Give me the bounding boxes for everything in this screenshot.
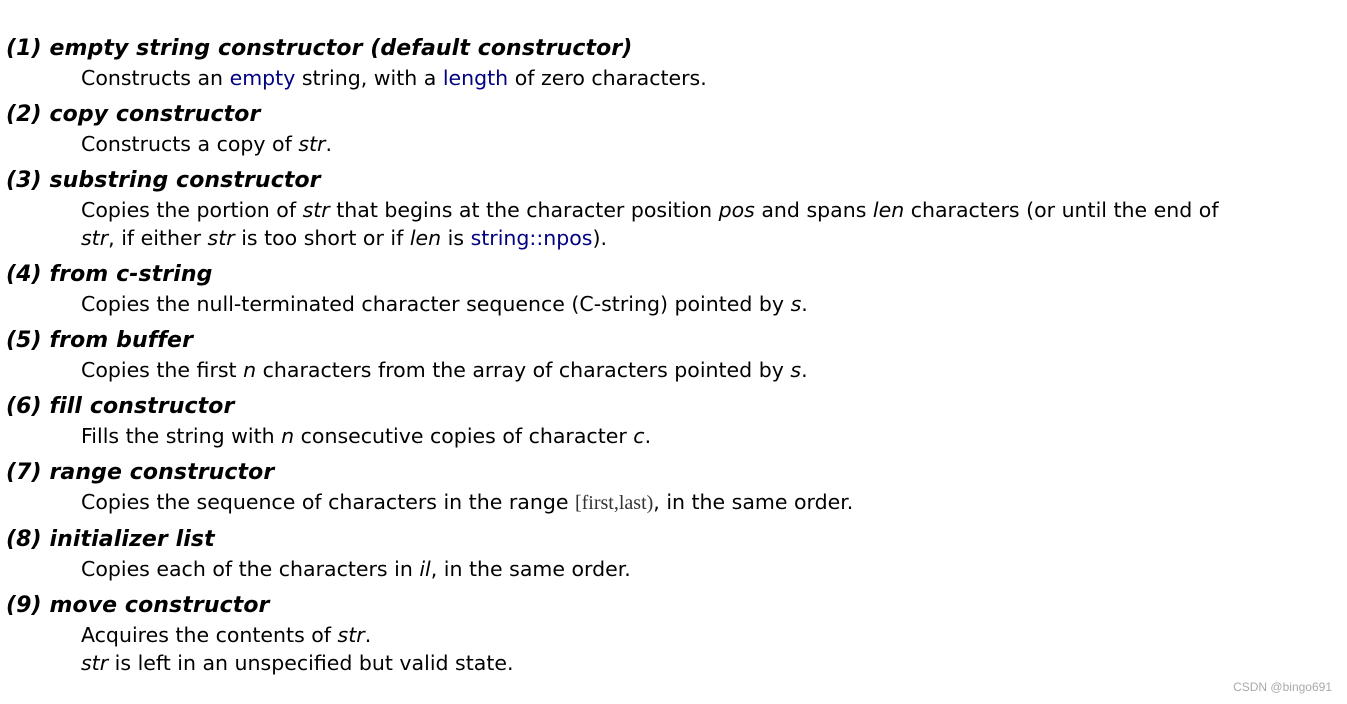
parameter-name: c: [633, 424, 645, 448]
code-range: [first,last): [574, 492, 654, 514]
description-text: Copies the null-terminated character sequence (C-string) pointed by: [81, 292, 791, 316]
description-line: [81, 224, 1341, 252]
constructor-entry: [6, 525, 1341, 591]
constructor-heading: (4) from c-string: [6, 262, 213, 287]
description-line: [81, 422, 1341, 450]
constructor-entry: [6, 326, 1341, 392]
parameter-name: s: [790, 292, 802, 316]
description-line: [81, 64, 1341, 92]
constructor-heading: (1) empty string constructor (default constructor): [6, 36, 633, 61]
constructor-entry: [6, 34, 1341, 100]
description-line: [81, 130, 1341, 158]
description-text: Constructs an: [81, 66, 230, 90]
description-text: that begins at the character position: [329, 198, 719, 222]
description-text: Constructs a copy of: [81, 132, 299, 156]
constructor-description: [81, 555, 1341, 591]
constructor-entry: [6, 166, 1341, 260]
parameter-name: il: [419, 557, 431, 581]
description-text: is: [441, 226, 471, 250]
constructor-description: [81, 356, 1341, 392]
reference-link[interactable]: string::npos: [470, 226, 593, 250]
constructor-descriptions: [6, 34, 1341, 685]
constructor-description: [81, 422, 1341, 458]
description-text: is left in an unspecified but valid state.: [108, 651, 514, 675]
parameter-name: str: [298, 132, 326, 156]
description-text: and spans: [754, 198, 873, 222]
constructor-heading: (2) copy constructor: [6, 102, 261, 127]
description-text: Copies each of the characters in: [81, 557, 420, 581]
description-text: .: [801, 292, 808, 316]
parameter-name: s: [790, 358, 802, 382]
constructor-description: [81, 290, 1341, 326]
constructor-entry: [6, 260, 1341, 326]
constructor-heading: (8) initializer list: [6, 527, 215, 552]
constructor-description: [81, 621, 1341, 685]
constructor-heading: (5) from buffer: [6, 328, 194, 353]
description-text: .: [325, 132, 333, 156]
constructor-entry: [6, 392, 1341, 458]
description-text: , in the same order.: [430, 557, 631, 581]
constructor-heading: (6) fill constructor: [6, 394, 235, 419]
parameter-name: pos: [718, 198, 755, 222]
description-line: [81, 555, 1341, 583]
constructor-entry: [6, 100, 1341, 166]
description-line: [81, 196, 1341, 224]
constructor-heading: (3) substring constructor: [6, 168, 321, 193]
parameter-name: str: [337, 623, 365, 647]
constructor-description: [81, 196, 1341, 260]
description-line: [81, 290, 1341, 318]
parameter-name: len: [409, 226, 442, 250]
constructor-description: [81, 64, 1341, 100]
description-text: .: [801, 358, 808, 382]
description-text: ).: [592, 226, 607, 250]
description-text: , if either: [108, 226, 208, 250]
parameter-name: n: [281, 424, 295, 448]
parameter-name: n: [243, 358, 257, 382]
constructor-entry: [6, 458, 1341, 525]
watermark: CSDN @bingo691: [1233, 680, 1332, 694]
description-text: Copies the portion of: [81, 198, 303, 222]
parameter-name: len: [872, 198, 905, 222]
description-line: [81, 649, 1341, 677]
description-text: Fills the string with: [81, 424, 282, 448]
constructor-heading: (9) move constructor: [6, 593, 270, 618]
description-text: characters (or until the end of: [904, 198, 1219, 222]
constructor-heading: (7) range constructor: [6, 460, 275, 485]
constructor-description: [81, 130, 1341, 166]
description-line: [81, 356, 1341, 384]
constructor-entry: [6, 591, 1341, 685]
description-text: Copies the sequence of characters in the range: [81, 490, 575, 514]
description-line: [81, 488, 1341, 517]
description-text: , in the same order.: [653, 490, 854, 514]
description-text: consecutive copies of character: [294, 424, 634, 448]
description-text: of zero characters.: [508, 66, 707, 90]
description-text: .: [644, 424, 652, 448]
parameter-name: str: [207, 226, 235, 250]
description-text: .: [364, 623, 372, 647]
description-text: characters from the array of characters pointed by: [256, 358, 791, 382]
reference-link[interactable]: length: [442, 66, 509, 90]
parameter-name: str: [81, 226, 109, 250]
description-text: Copies the first: [81, 358, 244, 382]
parameter-name: str: [81, 651, 109, 675]
description-text: Acquires the contents of: [81, 623, 338, 647]
description-text: is too short or if: [234, 226, 410, 250]
parameter-name: str: [302, 198, 330, 222]
description-text: string, with a: [295, 66, 443, 90]
constructor-description: [81, 488, 1341, 525]
entry-list: [6, 34, 1341, 685]
description-line: [81, 621, 1341, 649]
reference-link[interactable]: empty: [229, 66, 296, 90]
